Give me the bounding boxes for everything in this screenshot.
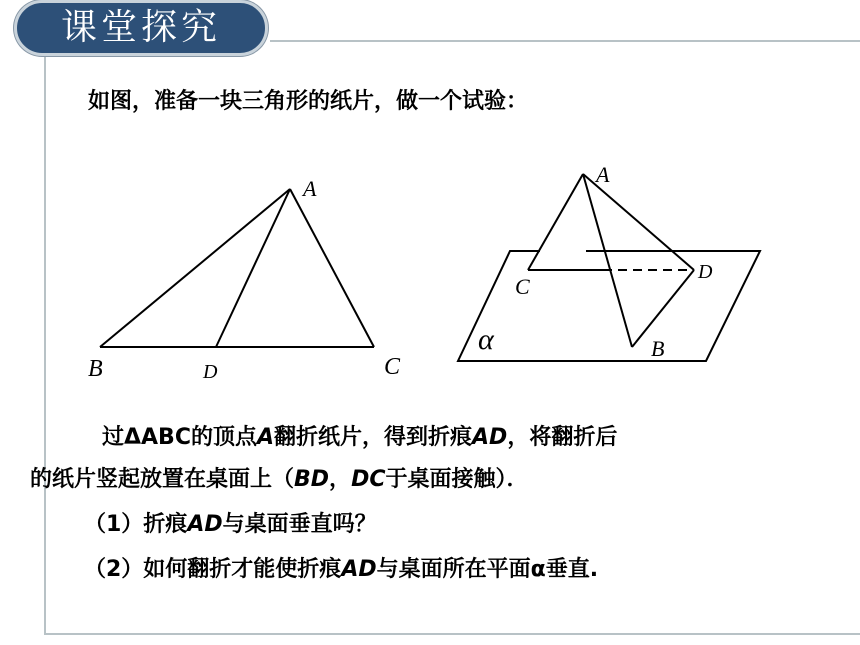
right-label-C: C [515,274,530,299]
edge-AC [290,189,374,347]
right-label-B: B [651,336,665,361]
text-segment: 的纸片竖起放置在桌面上（ [30,467,295,492]
question-1 [84,507,377,538]
text-segment: 翻折纸片，得到折痕 [274,425,473,450]
left-label-C: C [384,354,401,380]
left-label-A: A [303,176,317,201]
text-segment: ， [329,467,352,492]
text-segment: 于桌面接触）． [385,467,529,492]
text-segment: （1）折痕 [84,512,188,537]
right-label-alpha: α [478,323,494,356]
math-AD: AD [341,557,377,582]
right-label-A: A [596,162,610,187]
edge-AB [583,174,632,347]
math-DC: DC [351,467,386,492]
edge-AD [583,174,694,270]
math-AD: AD [187,512,223,537]
math-AD: AD [472,425,508,450]
paragraph-line-1 [102,420,617,451]
intro-text: 如图，准备一块三角形的纸片，做一个试验： [88,89,529,114]
right-fold-figure [458,174,760,361]
math-BD: BD [294,467,330,492]
text-segment: 过ΔABC的顶点 [102,425,257,450]
edge-AC [528,174,583,270]
text-segment: 与桌面垂直吗？ [222,512,377,537]
edge-AD [216,189,290,347]
left-triangle-figure [100,189,374,347]
right-label-D: D [698,261,713,283]
edge-AB [100,189,290,347]
question-2 [84,552,598,583]
text-segment: 与桌面所在平面α垂直. [376,557,599,582]
section-title: 课堂探究 [14,0,268,56]
math-A: A [256,425,274,450]
paragraph-line-2 [30,462,529,493]
text-segment: ，将翻折后 [507,425,618,450]
left-label-B: B [88,356,103,382]
left-label-D: D [203,361,218,383]
text-segment: （2）如何翻折才能使折痕 [84,557,342,582]
